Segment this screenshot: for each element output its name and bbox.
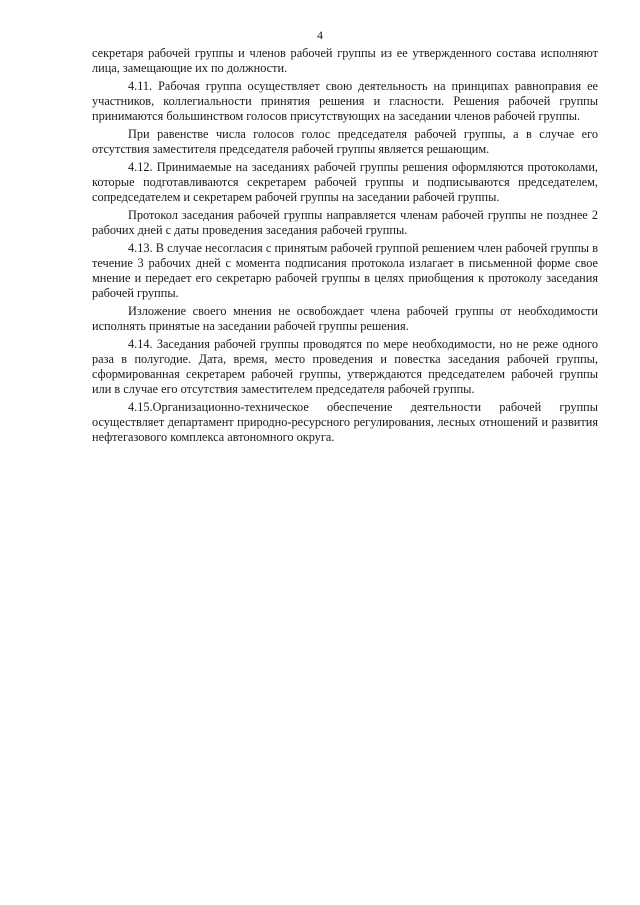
- paragraph-dissent: Изложение своего мнения не освобождает члена рабочей группы от необходимости исполнять принятые на заседании рабочей группы решения.: [92, 304, 598, 333]
- document-body: [92, 46, 598, 448]
- paragraph-protocol-distribution: Протокол заседания рабочей группы направляется членам рабочей группы не позднее 2 рабочих дней с даты проведения заседания рабочей группы.: [92, 208, 598, 237]
- paragraph-4-11: 4.11. Рабочая группа осуществляет свою деятельность на принципах равноправия ее участников, коллегиальности принятия решения и гласности. Решения рабочей группы принимаются большинством голосов присутствующих на заседании членов рабочей группы.: [92, 79, 598, 123]
- paragraph-4-14: 4.14. Заседания рабочей группы проводятся по мере необходимости, но не реже одного раза в полугодие. Дата, время, место проведения и повестка заседания рабочей группы, сформированная секретарем рабочей группы, утверждаются председателем рабочей группы или в случае его отсутствия заместителем председателя рабочей группы.: [92, 337, 598, 396]
- page-number: 4: [317, 28, 323, 42]
- paragraph-4-15: 4.15.Организационно-техническое обеспечение деятельности рабочей группы осуществляет департамент природно-ресурсного регулирования, лесных отношений и развития нефтегазового комплекса автономного округа.: [92, 400, 598, 444]
- paragraph-tie-vote: При равенстве числа голосов голос председателя рабочей группы, а в случае его отсутствия заместителя председателя рабочей группы является решающим.: [92, 127, 598, 156]
- paragraph-4-13: 4.13. В случае несогласия с принятым рабочей группой решением член рабочей группы в течение 3 рабочих дней с момента подписания протокола излагает в письменной форме свое мнение и передает его секретарю рабочей группы в целях приобщения к протоколу заседания рабочей группы.: [92, 241, 598, 300]
- paragraph-continuation: секретаря рабочей группы и членов рабочей группы из ее утвержденного состава исполняют лица, замещающие их по должности.: [92, 46, 598, 75]
- paragraph-4-12: 4.12. Принимаемые на заседаниях рабочей группы решения оформляются протоколами, которые подготавливаются секретарем рабочей группы и подписываются председателем, сопредседателем и секретарем рабочей группы на заседании рабочей группы.: [92, 160, 598, 204]
